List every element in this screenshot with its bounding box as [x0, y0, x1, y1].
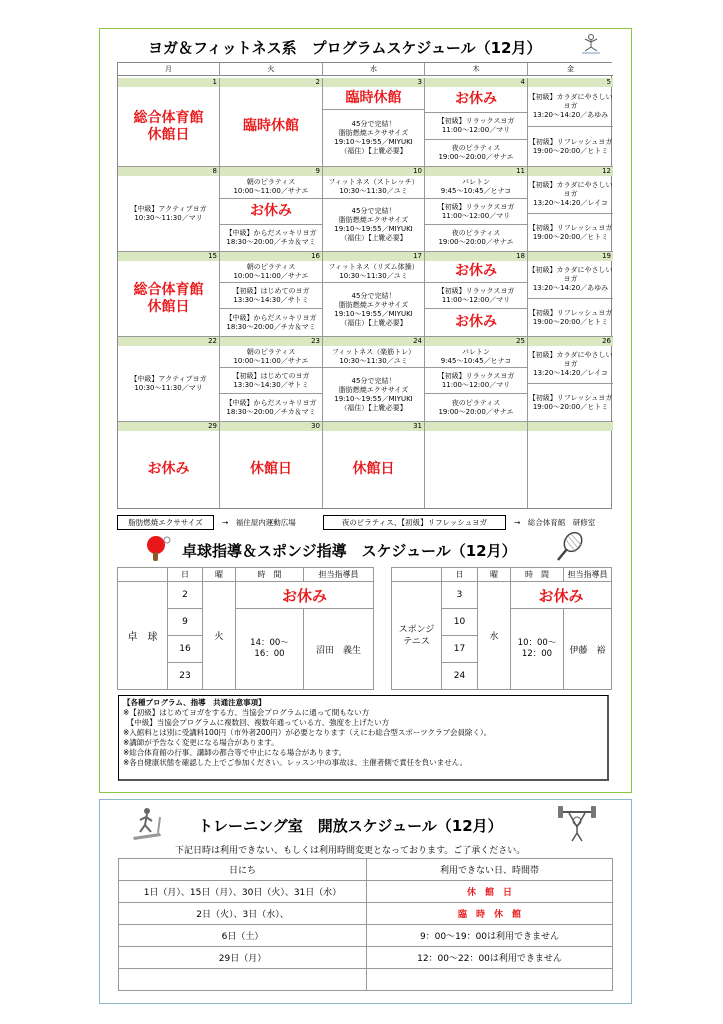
- day-cell: 3: [442, 582, 478, 609]
- day-header: 月: [118, 63, 220, 76]
- weekday-cell: 火: [203, 582, 236, 690]
- date-number: 26: [528, 337, 613, 346]
- date-number: 8: [118, 167, 220, 176]
- table-tennis-table: [117, 567, 374, 690]
- note-line: ※【初級】はじめてヨガをする方、当協会プログラムに通って間もない方: [123, 708, 370, 717]
- date-number: 12: [528, 167, 613, 176]
- legend-location: → 総合体育館 研修室: [514, 518, 596, 527]
- day-cell: 9: [168, 609, 203, 636]
- date-number: [425, 422, 528, 431]
- tennis-racket-icon: [553, 530, 587, 564]
- closed-notice: 総合体育館 休館日: [133, 109, 204, 143]
- date-number: 19: [528, 252, 613, 261]
- program-cell: 【初級】リフレッシュヨガ 19:00～20:00／ヒトミ: [528, 127, 613, 167]
- coach-cell: 伊藤 裕: [564, 609, 612, 690]
- off-notice: お休み: [455, 263, 497, 279]
- note-line: 【中級】当協会プログラムに複数回、複数年通っている方、強度を上げたい方: [123, 718, 390, 727]
- day-header: 木: [425, 63, 528, 76]
- program-cell: 朝のピラティス 10:00～11:00／サナエ: [220, 346, 323, 368]
- date-number: [528, 422, 613, 431]
- time-cell: 10：00～ 12：00: [511, 609, 564, 690]
- date-number: 30: [220, 422, 323, 431]
- status-cell: 9：00～19：00は利用できません: [367, 925, 613, 947]
- program-cell: 【初級】カラダにやさしいヨガ 13:20～14:20／レイコ: [528, 176, 613, 214]
- day-header: 水: [323, 63, 425, 76]
- sport-label: スポンジ テニス: [392, 582, 442, 690]
- program-cell: 夜のピラティス 19:00～20:00／サナエ: [425, 394, 528, 422]
- program-cell: 【初級】はじめてのヨガ 13:30～14:30／サトミ: [220, 368, 323, 394]
- treadmill-icon: [130, 805, 164, 843]
- day-cell: 23: [168, 663, 203, 690]
- program-cell: 【初級】カラダにやさしいヨガ 13:20～14:20／あゆみ: [528, 261, 613, 299]
- date-cell: 1日（月）、15日（月）、30日（火）、31日（水）: [119, 881, 367, 903]
- day-cell: 16: [168, 636, 203, 663]
- program-cell: 【初級】リフレッシュヨガ 19:00～20:00／ヒトミ: [528, 214, 613, 252]
- program-cell: 【初級】カラダにやさしいヨガ 13:20～14:20／あゆみ: [528, 87, 613, 127]
- empty-cell: [425, 431, 528, 508]
- col-header: 日: [168, 568, 203, 582]
- program-cell: 【中級】アクティブヨガ 10:30～11:30／マリ: [118, 176, 220, 252]
- program-cell: 【初級】リラックスヨガ 11:00～12:00／マリ: [425, 199, 528, 225]
- sport-label: 卓 球: [118, 582, 168, 690]
- date-number: 18: [425, 252, 528, 261]
- date-number: 1: [118, 78, 220, 87]
- off-notice: お休み: [250, 203, 292, 219]
- program-cell: 【初級】カラダにやさしいヨガ 13:20～14:20／レイコ: [528, 346, 613, 384]
- date-number: 2: [220, 78, 323, 87]
- program-cell: 【中級】からだスッキリヨガ 18:30～20:00／チカ＆マミ: [220, 394, 323, 422]
- program-cell: 【初級】リフレッシュヨガ 19:00～20:00／ヒトミ: [528, 384, 613, 422]
- day-header: 火: [220, 63, 323, 76]
- date-number: 5: [528, 78, 613, 87]
- status-cell: [367, 969, 613, 991]
- program-cell: フィットネス（ストレッチ） 10:30～11:30／ユミ: [323, 176, 425, 199]
- col-header: 曜: [478, 568, 511, 582]
- note-line: ※総合体育館の行事、講師の都合等で中止になる場合があります。: [123, 748, 347, 757]
- day-cell: 2: [168, 582, 203, 609]
- off-notice: お休み: [511, 582, 612, 609]
- col-header: 曜: [203, 568, 236, 582]
- date-cell: [119, 969, 367, 991]
- time-cell: 14：00～ 16：00: [236, 609, 304, 690]
- monthly-calendar: [117, 62, 612, 509]
- date-number: 24: [323, 337, 425, 346]
- program-cell: 【初級】リフレッシュヨガ 19:00～20:00／ヒトミ: [528, 299, 613, 337]
- weekday-cell: 水: [478, 582, 511, 690]
- day-cell: 10: [442, 609, 478, 636]
- program-cell: 【初級】はじめてのヨガ 13:30～14:30／サトミ: [220, 283, 323, 309]
- program-cell: 45分で完結！ 脂肪燃焼エクササイズ 19:10～19:55／MIYUKI （福住）【上靴必要】: [323, 283, 425, 337]
- date-number: 22: [118, 337, 220, 346]
- yoga-pose-icon: [580, 33, 602, 55]
- status-cell: 休 館 日: [367, 881, 613, 903]
- status-cell: 12：00～22：00は利用できません: [367, 947, 613, 969]
- note-line: ※入館料とは別に受講料100円（市外者200円）が必要となります（えにわ総合型スポーツクラブ会員除く）。: [123, 728, 492, 737]
- legend-location: → 福住屋内運動広場: [222, 518, 296, 527]
- closed-notice: 休館日: [250, 461, 292, 477]
- sponge-tennis-table: [391, 567, 612, 690]
- pingpong-title: 卓球指導＆スポンジ指導 スケジュール（12月）: [182, 542, 517, 560]
- program-cell: バレトン 9:45～10:45／ヒナコ: [425, 346, 528, 368]
- status-cell: 臨 時 休 館: [367, 903, 613, 925]
- date-number: 16: [220, 252, 323, 261]
- date-number: 23: [220, 337, 323, 346]
- program-cell: 【中級】アクティブヨガ 10:30～11:30／マリ: [118, 346, 220, 422]
- program-cell: 【初級】リラックスヨガ 11:00～12:00／マリ: [425, 113, 528, 140]
- program-cell: 【中級】からだスッキリヨガ 18:30～20:00／チカ＆マミ: [220, 225, 323, 252]
- weightlifting-icon: [557, 803, 597, 843]
- day-cell: 17: [442, 636, 478, 663]
- date-cell: 29日（月）: [119, 947, 367, 969]
- closed-notice: 総合体育館 休館日: [133, 281, 204, 315]
- closed-notice: 臨時休館: [243, 118, 299, 134]
- date-number: 29: [118, 422, 220, 431]
- off-notice: お休み: [455, 91, 497, 107]
- program-cell: フィットネス（楽筋トレ） 10:30～11:30／ユミ: [323, 346, 425, 368]
- coach-cell: 沼田 義生: [304, 609, 374, 690]
- program-cell: 45分で完結！ 脂肪燃焼エクササイズ 19:10～19:55／MIYUKI （福住）【上靴必要】: [323, 110, 425, 167]
- program-cell: 朝のピラティス 10:00～11:00／サナエ: [220, 261, 323, 283]
- empty-cell: [528, 431, 613, 508]
- off-notice: お休み: [147, 461, 190, 477]
- col-header: 担当指導員: [564, 568, 612, 582]
- closed-notice: 休館日: [352, 461, 395, 477]
- notes-heading: 【各種プログラム、指導 共通注意事項】: [123, 698, 266, 707]
- col-header: 利用できない日、時間帯: [367, 859, 613, 881]
- closed-notice: 臨時休館: [345, 89, 402, 106]
- program-cell: 【初級】リラックスヨガ 11:00～12:00／マリ: [425, 283, 528, 309]
- ping-pong-paddle-icon: [143, 533, 173, 563]
- legend-box: 夜のピラティス、【初級】リフレッシュヨガ: [323, 515, 506, 530]
- date-number: 4: [425, 78, 528, 87]
- col-header: 時 間: [236, 568, 304, 582]
- training-table: [118, 858, 613, 991]
- off-notice: お休み: [236, 582, 374, 609]
- notes-box: [118, 695, 609, 781]
- day-header: 金: [528, 63, 613, 76]
- program-cell: 【中級】からだスッキリヨガ 18:30～20:00／チカ＆マミ: [220, 309, 323, 337]
- col-header: 担当指導員: [304, 568, 374, 582]
- yoga-title: ヨガ＆フィットネス系 プログラムスケジュール（12月）: [148, 39, 542, 57]
- program-cell: 45分で完結！ 脂肪燃焼エクササイズ 19:10～19:55／MIYUKI （福住）【上靴必要】: [323, 199, 425, 252]
- note-line: ※講師が予告なく変更になる場合があります。: [123, 738, 279, 747]
- day-cell: 24: [442, 663, 478, 690]
- date-cell: 2日（火）、3日（水）、: [119, 903, 367, 925]
- col-header: 時 間: [511, 568, 564, 582]
- date-number: 11: [425, 167, 528, 176]
- program-cell: フィットネス（リズム体操） 10:30～11:30／ユミ: [323, 261, 425, 283]
- date-number: 10: [323, 167, 425, 176]
- program-cell: バレトン 9:45～10:45／ヒナコ: [425, 176, 528, 199]
- col-header: 日にち: [119, 859, 367, 881]
- date-number: 9: [220, 167, 323, 176]
- program-cell: 【初級】リラックスヨガ 11:00～12:00／マリ: [425, 368, 528, 394]
- note-line: ※各自健康状態を確認した上でご参加ください。レッスン中の事故は、主催者側で責任を負いません。: [123, 758, 468, 767]
- off-notice: お休み: [455, 314, 497, 330]
- program-cell: 朝のピラティス 10:00～11:00／サナエ: [220, 176, 323, 199]
- training-subtitle: 下記日時は利用できない、もしくは利用時間変更となっております。ご了承ください。: [175, 846, 526, 856]
- training-title: トレーニング室 開放スケジュール（12月）: [198, 817, 503, 835]
- date-number: 31: [323, 422, 425, 431]
- date-number: 15: [118, 252, 220, 261]
- date-number: 25: [425, 337, 528, 346]
- program-cell: 夜のピラティス 19:00～20:00／サナエ: [425, 225, 528, 252]
- program-cell: 45分で完結！ 脂肪燃焼エクササイズ 19:10～19:55／MIYUKI （福住）【上靴必要】: [323, 368, 425, 422]
- legend-box: 脂肪燃焼エクササイズ: [117, 515, 214, 530]
- col-header: 日: [442, 568, 478, 582]
- program-cell: 夜のピラティス 19:00～20:00／サナエ: [425, 140, 528, 167]
- date-number: 3: [323, 78, 425, 87]
- date-cell: 6日（土）: [119, 925, 367, 947]
- date-number: 17: [323, 252, 425, 261]
